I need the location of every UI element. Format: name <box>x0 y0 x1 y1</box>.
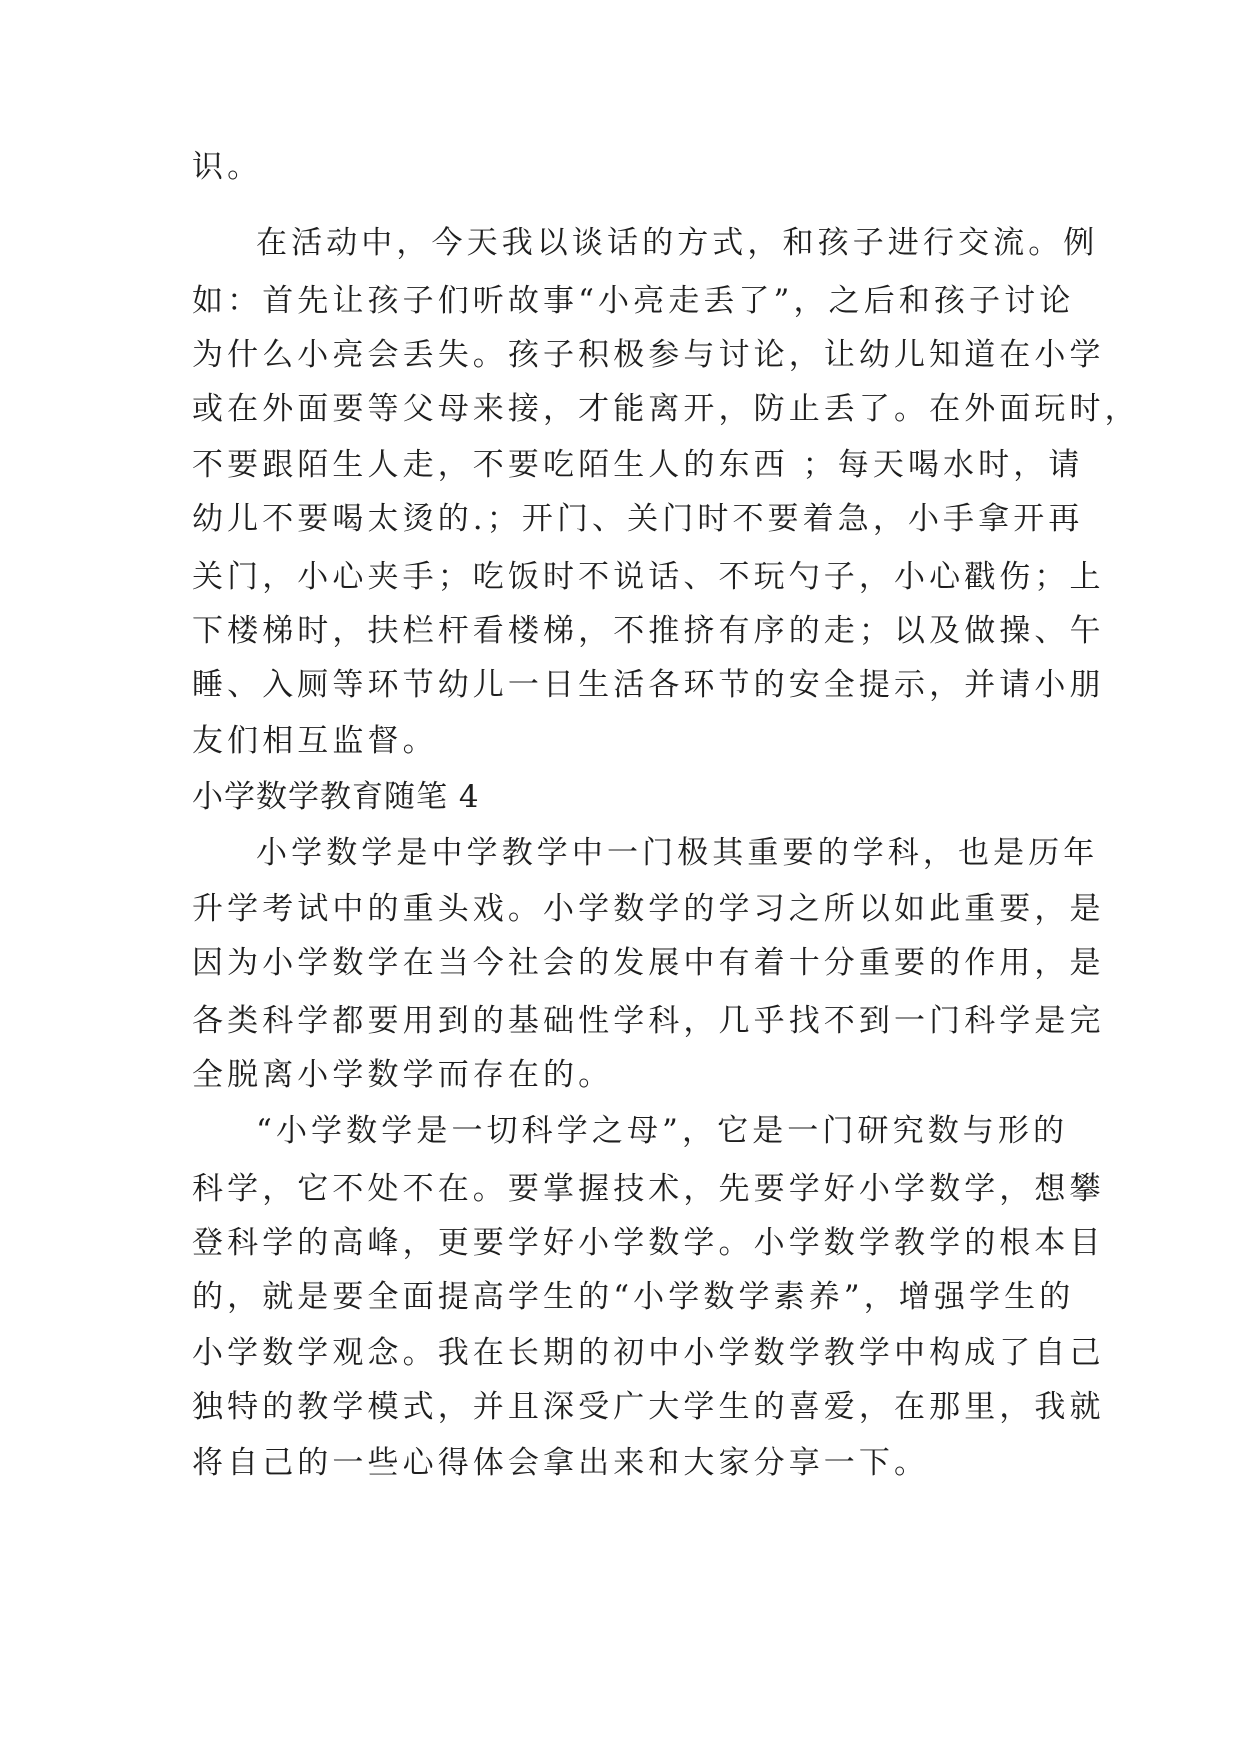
paragraph-line: 关门，小心夹手；吃饭时不说话、不玩勺子，小心戳伤；上 <box>192 559 1105 595</box>
paragraph-line: 睡、入厕等环节幼儿一日生活各环节的安全提示，并请小朋 <box>192 667 1105 703</box>
paragraph-line: 登科学的高峰，更要学好小学数学。小学数学教学的根本目 <box>192 1225 1105 1261</box>
paragraph-line: 因为小学数学在当今社会的发展中有着十分重要的作用，是 <box>192 945 1105 981</box>
paragraph-line: 小学数学是中学教学中一门极其重要的学科，也是历年 <box>256 835 1099 871</box>
paragraph-line: 幼儿不要喝太烫的.；开门、关门时不要着急，小手拿开再 <box>192 501 1084 537</box>
paragraph-line: 下楼梯时，扶栏杆看楼梯，不推挤有序的走；以及做操、午 <box>192 613 1105 649</box>
paragraph-line: 小学数学观念。我在长期的初中小学数学教学中构成了自己 <box>192 1335 1105 1371</box>
paragraph-line: 不要跟陌生人走，不要吃陌生人的东西 ；每天喝水时，请 <box>192 447 1084 483</box>
paragraph-line: 科学，它不处不在。要掌握技术，先要学好小学数学，想攀 <box>192 1171 1105 1207</box>
paragraph-line: 将自己的一些心得体会拿出来和大家分享一下。 <box>192 1445 930 1481</box>
paragraph-line: “小学数学是一切科学之母”，它是一门研究数与形的 <box>256 1113 1069 1149</box>
paragraph-line: 如：首先让孩子们听故事“小亮走丢了”，之后和孩子讨论 <box>192 283 1075 319</box>
paragraph-line: 友们相互监督。 <box>192 723 438 759</box>
paragraph-line: 全脱离小学数学而存在的。 <box>192 1057 614 1093</box>
paragraph-line: 为什么小亮会丢失。孩子积极参与讨论，让幼儿知道在小学 <box>192 337 1105 373</box>
paragraph-line: 升学考试中的重头戏。小学数学的学习之所以如此重要，是 <box>192 891 1105 927</box>
paragraph-line: 的，就是要全面提高学生的“小学数学素养”，增强学生的 <box>192 1279 1075 1315</box>
section-heading: 小学数学教育随笔 4 <box>192 779 480 815</box>
paragraph-line: 识。 <box>192 149 263 185</box>
paragraph-line: 各类科学都要用到的基础性学科，几乎找不到一门科学是完 <box>192 1003 1105 1039</box>
paragraph-line: 或在外面要等父母来接，才能离开，防止丢了。在外面玩时， <box>192 391 1140 427</box>
paragraph-line: 在活动中，今天我以谈话的方式，和孩子进行交流。例 <box>256 225 1099 261</box>
paragraph-line: 独特的教学模式，并且深受广大学生的喜爱，在那里，我就 <box>192 1389 1105 1425</box>
